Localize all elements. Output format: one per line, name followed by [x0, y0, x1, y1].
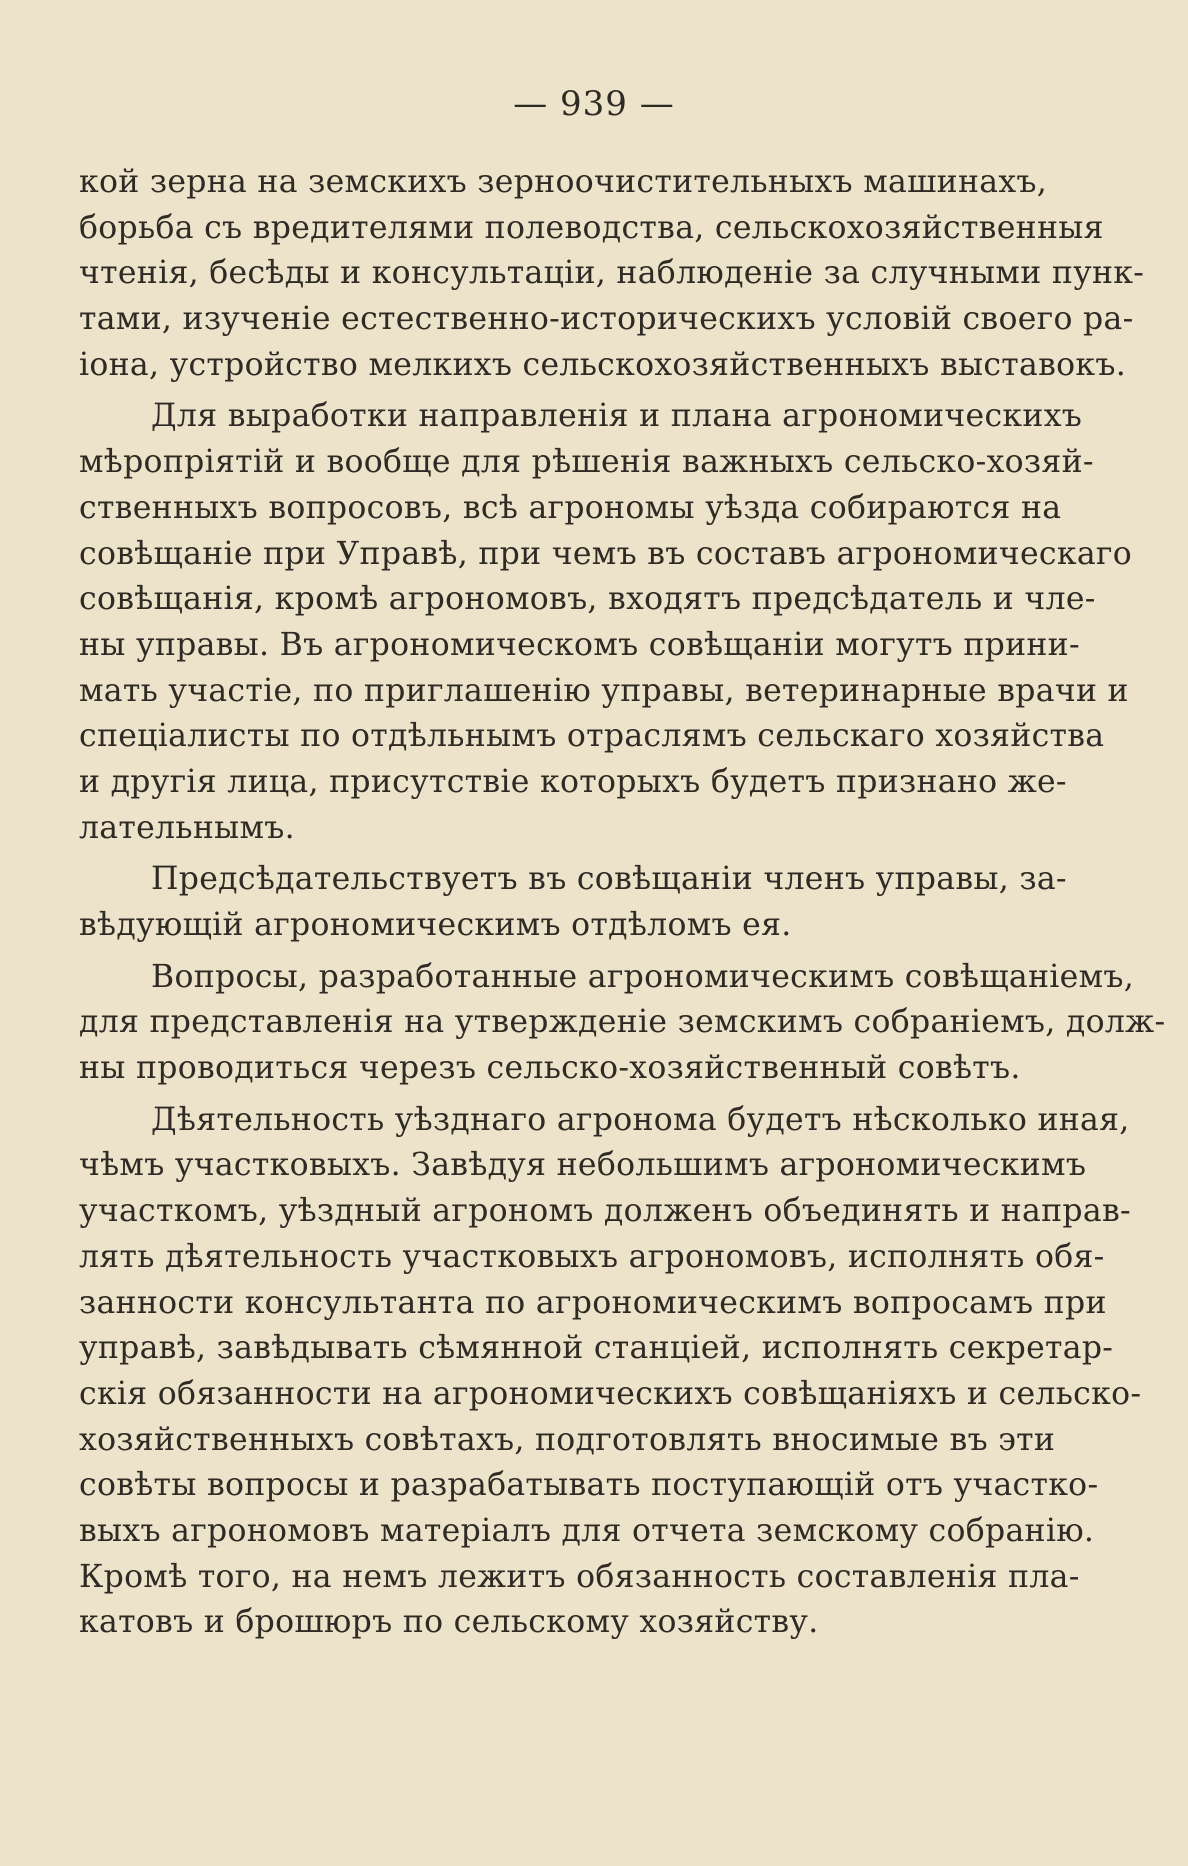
text-line: выхъ агрономовъ матеріалъ для отчета земскому собранію.: [79, 1512, 1095, 1549]
text-line: занности консультанта по агрономическимъ вопросамъ при: [79, 1284, 1107, 1321]
text-line: участкомъ, уѣздный агрономъ долженъ объединять и направ-: [79, 1193, 1131, 1230]
text-line: борьба съ вредителями полеводства, сельскохозяйственныя: [79, 209, 1104, 246]
text-line: совѣщаніе при Управѣ, при чемъ въ составъ агрономическаго: [79, 535, 1132, 572]
text-line: и другія лица, присутствіе которыхъ будетъ признано же-: [79, 763, 1067, 800]
text-line: іона, устройство мелкихъ сельскохозяйственныхъ выставокъ.: [79, 346, 1127, 383]
body-text: [79, 160, 1166, 1652]
paragraph: [79, 857, 1067, 948]
text-line: хозяйственныхъ совѣтахъ, подготовлять вносимые въ эти: [79, 1421, 1056, 1458]
text-line: Вопросы, разработанные агрономическимъ совѣщаніемъ,: [151, 958, 1135, 995]
text-line: спеціалисты по отдѣльнымъ отраслямъ сельскаго хозяйства: [79, 718, 1105, 755]
text-line: мѣропріятій и вообще для рѣшенія важныхъ сельско-хозяй-: [79, 444, 1094, 481]
text-line: вѣдующій агрономическимъ отдѣломъ ея.: [79, 907, 792, 943]
paragraph: [79, 1098, 1142, 1646]
text-line: ственныхъ вопросовъ, всѣ агрономы уѣзда собираются на: [79, 489, 1062, 526]
text-line: мать участіе, по приглашенію управы, ветеринарные врачи и: [79, 672, 1129, 709]
text-line: скія обязанности на агрономическихъ совѣщаніяхъ и сельско-: [79, 1375, 1142, 1412]
paragraph: [79, 394, 1132, 851]
text-line: ны управы. Въ агрономическомъ совѣщаніи могутъ прини-: [79, 626, 1080, 663]
text-line: Для выработки направленія и плана агрономическихъ: [151, 398, 1083, 435]
text-line: для представленія на утвержденіе земскимъ собраніемъ, долж-: [79, 1004, 1166, 1041]
text-line: тами, изученіе естественно-историческихъ условій своего ра-: [79, 301, 1134, 338]
text-line: катовъ и брошюръ по сельскому хозяйству.: [79, 1604, 819, 1641]
text-line: чтенія, бесѣды и консультаціи, наблюденіе за случными пунк-: [79, 255, 1145, 292]
paragraph: [79, 955, 1166, 1092]
text-line: лять дѣятельность участковыхъ агрономовъ, исполнять обя-: [79, 1238, 1105, 1275]
text-line: Кромѣ того, на немъ лежитъ обязанность составленія пла-: [79, 1558, 1080, 1595]
paragraph: [79, 160, 1145, 388]
text-line: лательнымъ.: [79, 809, 295, 846]
text-line: ны проводиться черезъ сельско-хозяйственный совѣтъ.: [79, 1050, 1021, 1087]
text-line: чѣмъ участковыхъ. Завѣдуя небольшимъ агрономическимъ: [79, 1147, 1087, 1184]
text-line: кой зерна на земскихъ зерноочистительныхъ машинахъ,: [79, 164, 1048, 200]
text-line: Предсѣдательствуетъ въ совѣщаніи членъ управы, за-: [151, 861, 1067, 898]
text-line: Дѣятельность уѣзднаго агронома будетъ нѣсколько иная,: [151, 1101, 1130, 1138]
page-number: — 939 —: [513, 84, 675, 124]
text-line: управѣ, завѣдывать сѣмянной станціей, исполнять секретар-: [79, 1330, 1114, 1367]
text-line: совѣты вопросы и разрабатывать поступающій отъ участко-: [79, 1467, 1099, 1504]
text-line: совѣщанія, кромѣ агрономовъ, входятъ предсѣдатель и чле-: [79, 581, 1096, 618]
